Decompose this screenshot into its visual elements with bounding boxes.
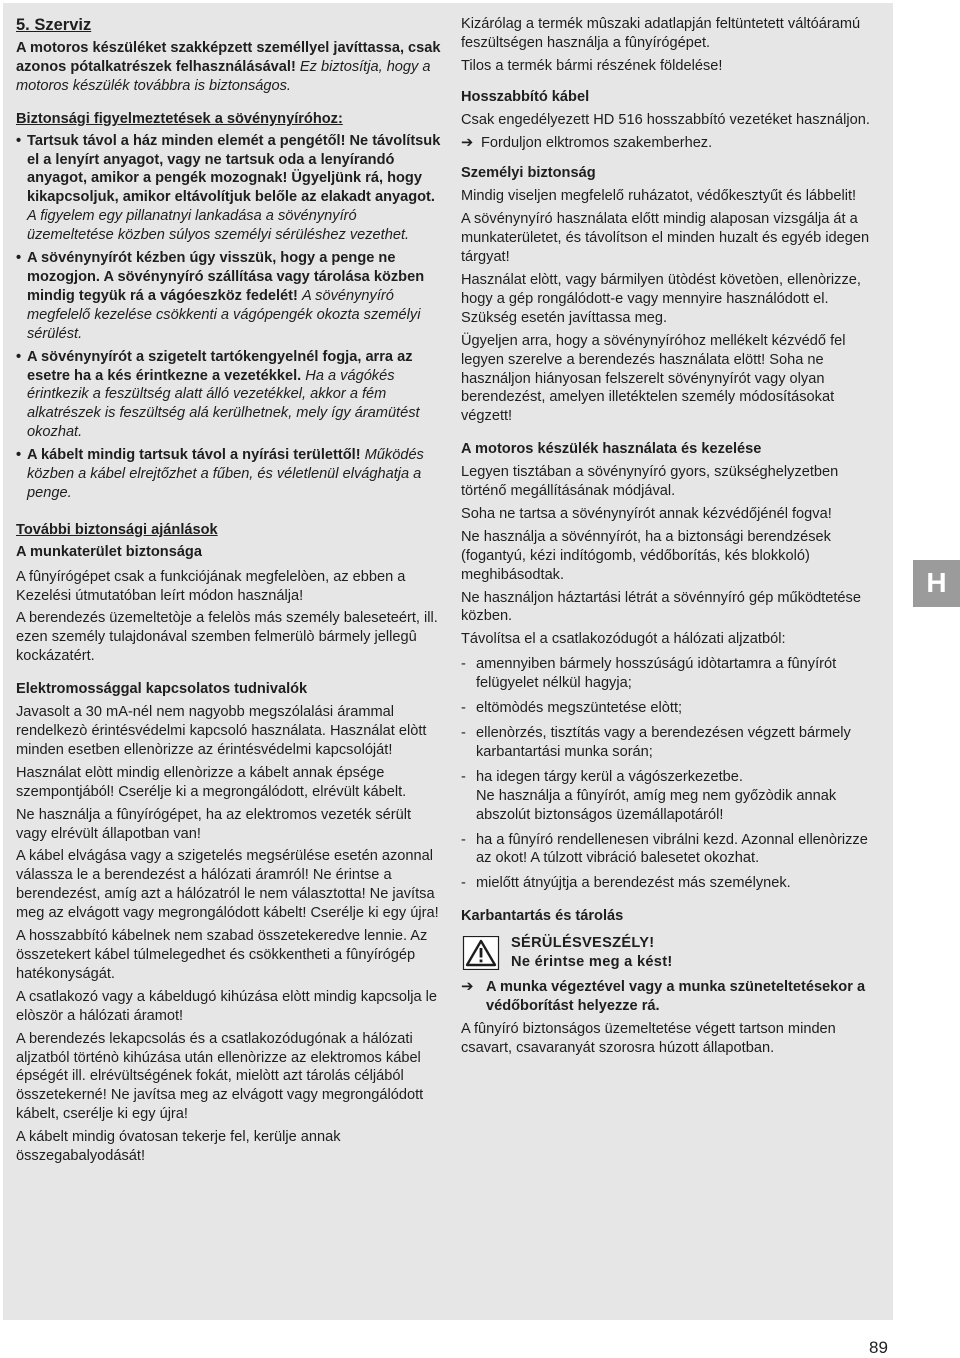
- safety-bullet-2: [16, 249, 444, 344]
- safety-bullet-4-bold: A kábelt mindig tartsuk távol a nyírási területtől!: [27, 447, 361, 464]
- warning-title: SÉRÜLÉSVESZÉLY!: [511, 935, 655, 952]
- electric-heading: Elektromossággal kapcsolatos tudnivalók: [16, 681, 308, 698]
- electric-paragraph-5: A hosszabbító kábelnek nem szabad összetekeredve lennie. Az összetekert kábel túlmelegedhet és csökkentheti a fûnyírógép hatékonyságát.: [16, 928, 428, 982]
- personal-paragraph-4: Ügyeljen arra, hogy a sövénynyíróhoz mellékelt kézvédő fel legyen szerelve a berendezés használata elött! Soha ne használjon hiányosan felszerelt sövénynyírót vagy olyan berendezést, amelyen illetéktelen személy módosításokat végzett!: [461, 332, 846, 425]
- personal-heading: Személyi biztonság: [461, 165, 596, 182]
- voltage-paragraph: Kizárólag a termék mûszaki adatlapján feltüntetett váltóáramú feszültségen használja a fûnyírógépet.: [461, 16, 861, 51]
- warning-triangle-icon: [461, 936, 501, 970]
- safety-bullet-3-bold: A sövénynyírót a szigetelt tartókengyelnél fogja, arra az esetre ha a kés érintkezne a vezetékkel.: [27, 348, 413, 384]
- service-intro: [16, 39, 444, 96]
- electric-paragraph-8: A kábelt mindig óvatosan tekerje fel, kerülje annak összegabalyodását!: [16, 1129, 341, 1165]
- use-paragraph-4: Ne használjon háztartási létrát a sövénnyíró gép működtetése közben.: [461, 589, 861, 625]
- warning-box: [461, 934, 881, 972]
- safety-bullet-1: [16, 132, 444, 245]
- use-paragraph-1: Legyen tisztában a sövénynyíró gyors, szükséghelyzetben történő megállításának módjával.: [461, 464, 839, 500]
- warning-subtitle: Ne érintse meg a kést!: [511, 954, 673, 971]
- dash-item-4: - ha idegen tárgy kerül a vágószerkezetbe. Ne használja a fûnyírót, amíg meg nem győzòdik annak abszolút biztonságos üzemállapotáról!: [461, 768, 837, 823]
- bullet-marker: •: [16, 447, 22, 464]
- safety-bullet-2-italic: A sövénynyíró megfelelő kezelése csökkenti a vágópengék okozta személyi sérülést.: [27, 287, 421, 342]
- safety-bullet-3-italic: Ha a vágókés érintkezik a feszültség alatt álló vezetékkel, akkor a fém alkatrészek is feszültség alá kerülhetnek, mely így áramütést okozhat.: [27, 367, 420, 441]
- safety-heading: Biztonsági figyelmeztetések a sövénynyíróhoz:: [16, 110, 343, 127]
- workarea-heading: A munkaterület biztonsága: [16, 543, 202, 560]
- maintenance-heading: Karbantartás és tárolás: [461, 908, 624, 925]
- electric-paragraph-4: A kábel elvágása vagy a szigetelés megsérülése esetén azonnal válassza le a berendezést a hálózati áramról! Ne érintse a berendezést, amíg azt a hálózatról le nem választotta! Ne javítsa meg az elvágott vagy megrongálódott kábelt! Cserélje ki egy újra!: [16, 848, 439, 922]
- dash-item-2: - eltömòdés megszüntetése elòtt;: [461, 700, 683, 717]
- dash-item-3: - ellenòrzés, tisztítás vagy a berendezésen végzett bármely karbantartási munka során;: [461, 725, 851, 760]
- safety-bullet-3: [16, 348, 444, 443]
- use-paragraph-5: Távolítsa el a csatlakozódugót a hálózati aljzatból:: [461, 631, 786, 648]
- extension-arrow-note: [461, 134, 881, 153]
- bullet-marker: •: [16, 132, 22, 149]
- use-heading: A motoros készülék használata és kezelése: [461, 441, 762, 458]
- arrow-icon: ➔: [461, 134, 474, 151]
- bullet-marker: •: [16, 250, 22, 267]
- electric-paragraph-6: A csatlakozó vagy a kábeldugó kihúzása elòtt mindig kapcsolja le elòször a hálózati áramot!: [16, 988, 438, 1024]
- extension-paragraph: Csak engedélyezett HD 516 hosszabbító vezetéket használjon.: [461, 111, 870, 128]
- section-title: 5. Szerviz: [16, 16, 92, 34]
- electric-paragraph-7: A berendezés lekapcsolás és a csatlakozódugónak a hálózati aljzatból történò kihúzása után ellenòrizze az elektromos kábel épségét ill. elrévültségének fokát, mielòtt azt tárolás céljából összetekerné! Ne javítsa meg az elvágott vagy megrongálódott kábelt, cserélje ki egy újra!: [16, 1030, 424, 1123]
- safety-bullet-4: [16, 446, 444, 503]
- extension-arrow-text: Forduljon elktromos szakemberhez.: [481, 134, 713, 151]
- right-column: [461, 15, 881, 1062]
- workarea-paragraph-1: A fûnyírógépet csak a funkciójának megfelelòen, az ebben a Kezelési útmutatóban leírt módon használja!: [16, 568, 406, 604]
- use-paragraph-3: Ne használja a sövénnyírót, ha a biztonsági berendzések (fogantyú, kézi indítógomb, védőborítás, kés blokkoló) meghibásodtak.: [461, 528, 831, 583]
- page-number: 89: [869, 1338, 888, 1357]
- workarea-paragraph-2: A berendezés üzemeltetòje a felelòs más személy baleseteért, ill. ezen személy tulajdonával szemben felmerülò bármely jellegû kockázatért.: [16, 610, 438, 665]
- maintenance-paragraph: A fûnyíró biztonságos üzemeltetése végett tartson minden csavart, csavaranyát szorosra húzott állapotban.: [461, 1020, 836, 1056]
- personal-paragraph-2: A sövénynyíró használata előtt mindig alaposan vizsgálja át a munkaterületet, és távolítson el minden huzalt és egyéb idegen tárgyat!: [461, 211, 870, 266]
- further-heading: További biztonsági ajánlások: [16, 521, 218, 538]
- ground-paragraph: Tilos a termék bármi részének földelése!: [461, 57, 723, 74]
- dash-item-1: - amennyiben bármely hosszúságú idòtartamra a fûnyírót felügyelet nélkül hagyja;: [461, 656, 837, 692]
- maintenance-arrow-text: A munka végeztével vagy a munka szüneteltetésekor a védőborítást helyezze rá.: [486, 978, 866, 1014]
- language-tab: H: [913, 560, 960, 607]
- arrow-icon: ➔: [461, 977, 474, 995]
- service-intro-bold: A motoros készüléket szakképzett személlyel javíttassa, csak azonos pótalkatrészek felhasználásával!: [16, 40, 441, 75]
- electric-paragraph-3: Ne használja a fûnyírógépet, ha az elektromos vezeték sérült vagy elrévült állapotban van!: [16, 806, 412, 842]
- use-paragraph-2: Soha ne tartsa a sövénynyírót annak kézvédőjénél fogva!: [461, 505, 832, 522]
- dash-item-5: - ha a fûnyíró rendellenesen vibrálni kezd. Azonnal ellenòrizze az okot! A túlzott vibráció balesetet okozhat.: [461, 831, 868, 867]
- safety-bullet-4-italic: Működés közben a kábel elrejtőzhet a fűben, és véletlenül elvághatja a penge.: [27, 447, 424, 501]
- service-intro-italic: Ez biztosítja, hogy a motoros készülék továbbra is biztonságos.: [16, 58, 431, 94]
- extension-heading: Hosszabbító kábel: [461, 88, 590, 105]
- maintenance-arrow-note: [461, 978, 881, 1016]
- electric-paragraph-1: Javasolt a 30 mA-nél nem nagyobb megszólalási árammal rendelkezò érintésvédelmi kapcsoló használata. Használat elòtt minden esetben ellenòrizze az érintésvédelmi kapcsolóját!: [16, 704, 427, 758]
- safety-bullet-1-bold: Tartsuk távol a ház minden elemét a pengétől! Ne távolítsuk el a lenyírt anyagot, vagy ne tartsuk oda a lenyírandó anyagot, amikor a pengék mozognak! Ügyeljünk rá, hogy kikapcsoljuk, amikor eltávolítjuk belőle az elakadt anyagot.: [27, 132, 441, 206]
- left-column: [16, 15, 444, 1170]
- personal-paragraph-3: Használat elòtt, vagy bármilyen ütòdést követòen, ellenòrizze, hogy a gép rongálódott-e vagy mennyire használódott el. Szükség esetén javíttassa meg.: [461, 271, 861, 326]
- bullet-marker: •: [16, 348, 22, 365]
- safety-bullet-1-italic: A figyelem egy pillanatnyi lankadása a sövénynyíró üzemeltetése közben súlyos személyi sérüléshez vezethet.: [27, 208, 410, 244]
- safety-bullet-2-bold: A sövénynyírót kézben úgy visszük, hogy a penge ne mozogjon. A sövénynyíró szállítása vagy tárolása közben mindig tegyük rá a vágóeszköz fedelét!: [27, 250, 425, 304]
- dash-item-6: - mielőtt átnyújtja a berendezést más személynek.: [461, 875, 791, 892]
- electric-paragraph-2: Használat elòtt mindig ellenòrizze a kábelt annak épsége szempontjából! Cserélje ki a megrongálódott, elrévült kábelt.: [16, 764, 407, 800]
- personal-paragraph-1: Mindig viseljen megfelelő ruházatot, védőkesztyűt és lábbelit!: [461, 188, 857, 205]
